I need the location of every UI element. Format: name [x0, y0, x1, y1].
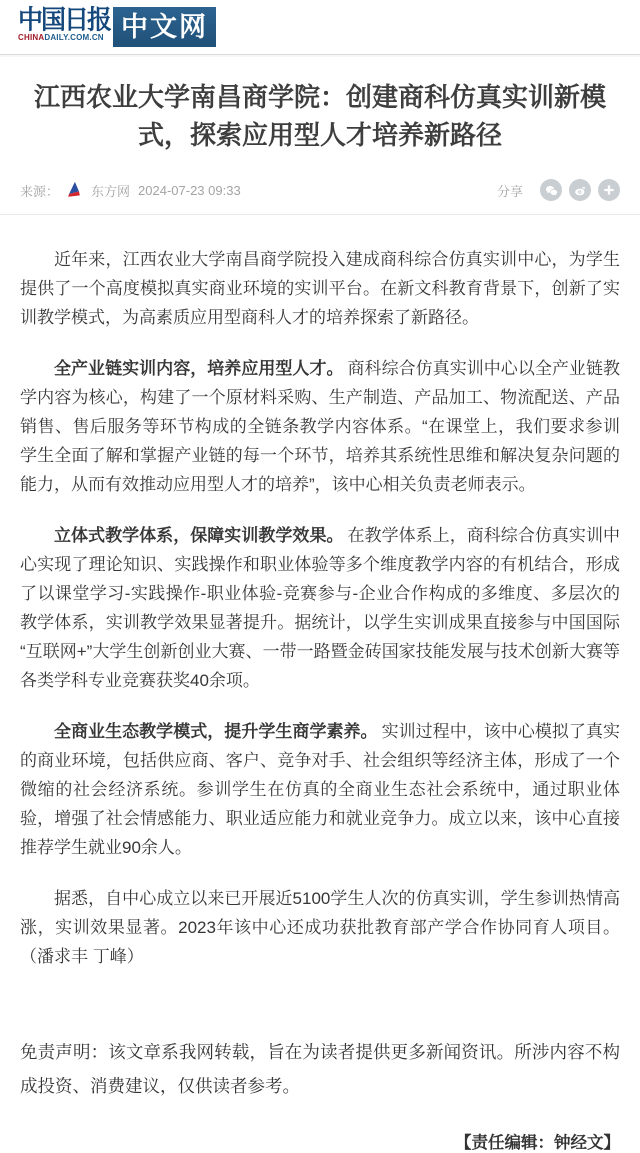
- paragraph-text: 在教学体系上，商科综合仿真实训中心实现了理论知识、实践操作和职业体验等多个维度教学内容的有机结合，形成了以课堂学习-实践操作-职业体验-竞赛参与-企业合作构成的多维度、多层次的教学体系，实训教学效果显著提升。据统计，以学生实训成果直接参与中国国际“互联网+”大学生创新创业大赛、一带一路暨金砖国家技能发展与技术创新大赛等各类学科专业竞赛获奖40余项。: [20, 526, 620, 690]
- publish-datetime: 2024-07-23 09:33: [138, 182, 241, 198]
- paragraph-lead: 全产业链实训内容，培养应用型人才。: [54, 359, 344, 378]
- article-paragraph: [20, 717, 620, 862]
- site-header: [0, 0, 640, 55]
- paragraph-text: 近年来，江西农业大学南昌商学院投入建成商科综合仿真实训中心，为学生提供了一个高度模拟真实商业环境的实训平台。在新文科教育背景下，创新了实训教学模式，为高素质应用型商科人才的培养探索了新路径。: [20, 250, 620, 327]
- eastday-sail-icon: [65, 181, 83, 199]
- chinese-site-badge: 中文网: [113, 7, 216, 47]
- wechat-icon[interactable]: [540, 179, 562, 201]
- meta-bar: [0, 179, 640, 215]
- chinadaily-domain-blue: DAILY.COM.CN: [44, 33, 104, 42]
- chinadaily-domain-red: CHINA: [18, 33, 45, 42]
- disclaimer: 免责声明：该文章系我网转载，旨在为读者提供更多新闻资讯。所涉内容不构成投资、消费建议，仅供读者参考。: [20, 1042, 620, 1096]
- editor-credit: 【责任编辑：钟经文】: [455, 1134, 620, 1152]
- paragraph-lead: 全商业生态教学模式，提升学生商学素养。: [54, 722, 378, 741]
- paragraph-lead: 立体式教学体系，保障实训教学效果。: [54, 526, 344, 545]
- paragraph-text: 实训过程中，该中心模拟了真实的商业环境，包括供应商、客户、竞争对手、社会组织等经济主体，形成了一个微缩的社会经济系统。参训学生在仿真的全商业生态社会系统中，通过职业体验，增强了社会情感能力、职业适应能力和就业竞争力。成立以来，该中心直接推荐学生就业90余人。: [20, 722, 620, 857]
- chinadaily-brand-calligraphy: 中国日报: [18, 4, 111, 35]
- article-paragraph: [20, 245, 620, 332]
- share-tools: [497, 179, 620, 201]
- article-paragraph: [20, 884, 620, 971]
- article-paragraph: [20, 354, 620, 499]
- share-label: 分享: [496, 183, 523, 199]
- paragraph-text: 据悉，自中心成立以来已开展近5100学生人次的仿真实训，学生参训热情高涨，实训效果显著。2023年该中心还成功获批教育部产学合作协同育人项目。（潘求丰 丁峰）: [20, 889, 620, 966]
- plus-icon[interactable]: [598, 179, 620, 201]
- chinadaily-logo-left: [18, 4, 111, 47]
- weibo-icon[interactable]: [569, 179, 591, 201]
- chinadaily-logo[interactable]: [18, 4, 216, 47]
- source-info: [20, 181, 241, 200]
- article-body: [0, 215, 640, 971]
- source-label: 来源：: [20, 183, 60, 199]
- paragraph-text: 商科综合仿真实训中心以全产业链教学内容为核心，构建了一个原材料采购、生产制造、产品加工、物流配送、产品销售、售后服务等环节构成的全链条教学内容体系。“在课堂上，我们要求参训学生全面了解和掌握产业链的每一个环节，培养其系统性思维和解决复杂问题的能力，从而有效推动应用型人才的培养”，该中心相关负责老师表示。: [20, 359, 620, 494]
- article-paragraph: [20, 521, 620, 695]
- article-title: 江西农业大学南昌商学院：创建商科仿真实训新模式，探索应用型人才培养新路径: [33, 82, 606, 150]
- source-name: 东方网: [91, 183, 131, 199]
